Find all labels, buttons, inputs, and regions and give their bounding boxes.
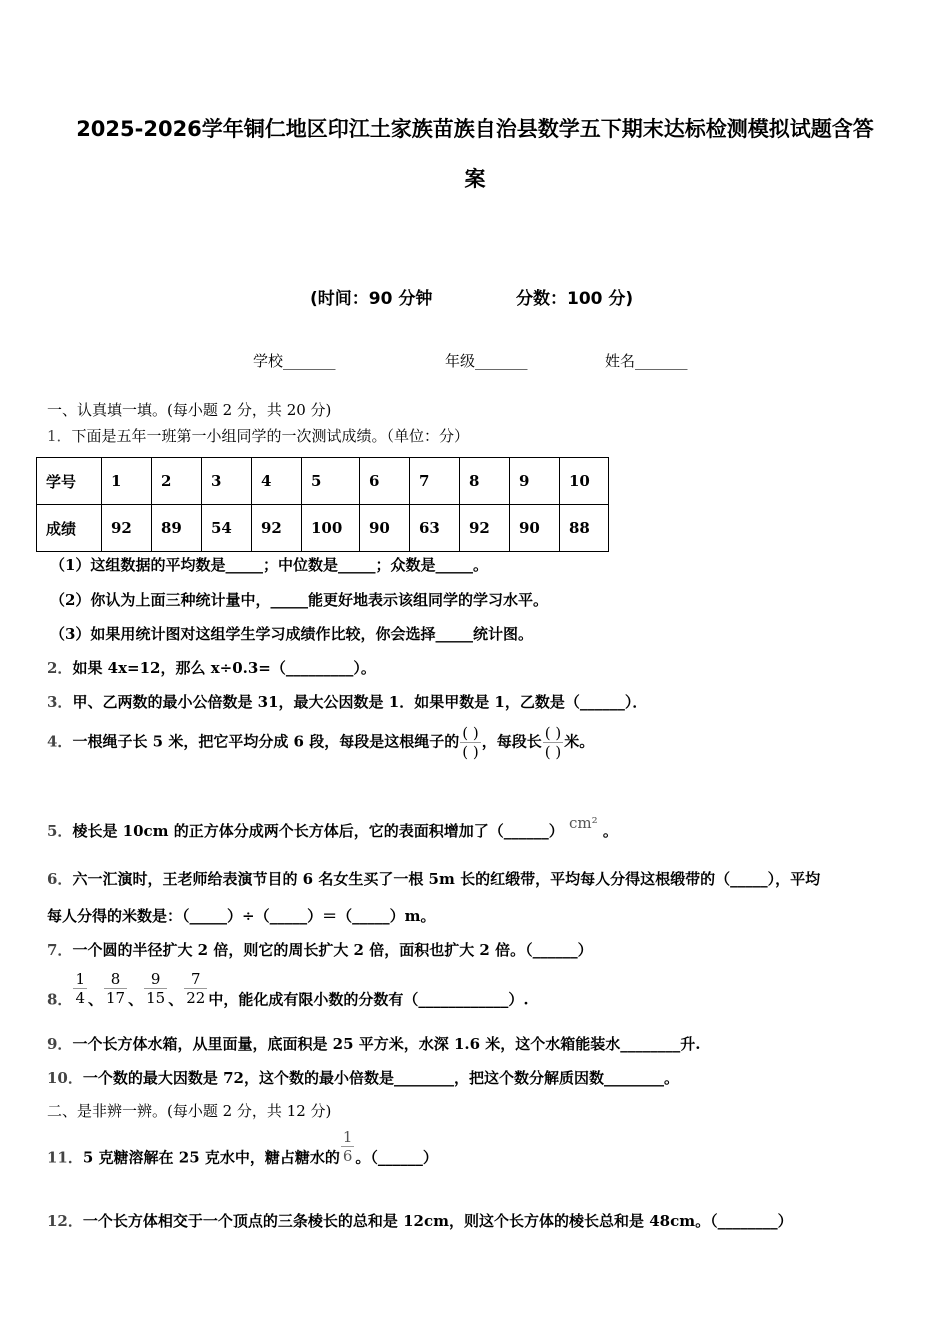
name-field: 姓名_______ [605, 352, 688, 370]
q-text: 一个圆的半径扩大 2 倍，则它的周长扩大 2 倍，面积也扩大 2 倍。（______） [72, 941, 593, 959]
q-text: 一个长方体水箱，从里面量，底面积是 25 平方米，水深 1.6 米，这个水箱能装水________升. [72, 1035, 701, 1053]
q-text: 米。 [564, 732, 595, 751]
q-number: 5． [47, 822, 73, 840]
q1-sub1: （1）这组数据的平均数是_____；中位数是_____；众数是_____。 [50, 556, 488, 574]
q-number: 4． [47, 732, 73, 751]
q-text: 下面是五年一班第一小组同学的一次测试成绩。（单位：分） [71, 427, 470, 445]
exam-time: (时间：90 分钟 [310, 289, 433, 309]
q-number: 1． [47, 427, 72, 445]
q-number: 9． [47, 1035, 73, 1053]
fraction [184, 970, 207, 1007]
fraction-blank [460, 724, 480, 761]
question-5 [47, 814, 618, 841]
question-10 [47, 1068, 679, 1088]
q-text: 一个数的最大因数是 72，这个数的最小倍数是________，把这个数分解质因数________。 [82, 1069, 679, 1087]
grade-field: 年级_______ [445, 352, 528, 370]
table-cell: 10 [560, 458, 609, 505]
table-cell: 54 [202, 505, 252, 552]
table-cell: 1 [102, 458, 152, 505]
table-row [37, 505, 609, 552]
table-cell: 6 [360, 458, 410, 505]
q-number: 8． [47, 990, 73, 1009]
table-cell: 92 [460, 505, 510, 552]
q1-sub3: （3）如果用统计图对这组学生学习成绩作比较，你会选择_____统计图。 [50, 625, 533, 643]
q-text: 中，能化成有限小数的分数有（____________）. [208, 990, 529, 1009]
q-text: 棱长是 10cm 的正方体分成两个长方体后，它的表面积增加了（______） [72, 822, 564, 840]
numerator: 1 [75, 970, 85, 988]
table-cell: 成绩 [37, 505, 102, 552]
denominator: 15 [146, 989, 166, 1007]
q-number: 12． [47, 1212, 83, 1230]
table-cell: 89 [152, 505, 202, 552]
denominator: 22 [186, 989, 206, 1007]
fraction [104, 970, 127, 1007]
q-number: 11． [47, 1148, 83, 1167]
fraction [73, 970, 87, 1007]
table-cell: 63 [410, 505, 460, 552]
section2-heading: 二、是非辨一辨。(每小题 2 分，共 12 分) [47, 1102, 332, 1120]
separator: 、 [128, 990, 144, 1009]
q-number: 2． [47, 659, 73, 677]
denominator-blank: ( ) [544, 743, 562, 761]
question-4 [47, 724, 594, 761]
question-8 [47, 970, 529, 1010]
denominator-blank: ( ) [462, 743, 479, 761]
table-cell: 3 [202, 458, 252, 505]
q-text: 。 [602, 822, 618, 840]
table-cell: 90 [510, 505, 560, 552]
question-1 [47, 426, 469, 446]
question-7 [47, 940, 593, 960]
separator: 、 [168, 990, 184, 1009]
q-text: 5 克糖溶解在 25 克水中，糖占糖水的 [82, 1148, 340, 1167]
table-cell: 7 [410, 458, 460, 505]
q1-sub2: （2）你认为上面三种统计量中，_____能更好地表示该组同学的学习水平。 [50, 591, 548, 609]
table-cell: 2 [152, 458, 202, 505]
denominator: 6 [342, 1147, 353, 1165]
separator: 、 [87, 990, 103, 1009]
denominator: 4 [75, 989, 85, 1007]
numerator: 8 [104, 970, 127, 989]
question-3 [47, 692, 647, 712]
q-text: 。（______） [355, 1148, 438, 1167]
section1-heading: 一、认真填一填。(每小题 2 分，共 20 分) [47, 401, 332, 419]
table-cell: 9 [510, 458, 560, 505]
question-11 [47, 1128, 438, 1168]
fraction [341, 1128, 355, 1165]
question-6 [47, 869, 820, 889]
title-line2: 案 [464, 167, 486, 191]
table-row [37, 458, 609, 505]
unit-cm2: cm² [569, 814, 598, 832]
q-number: 3． [47, 693, 73, 711]
q-text: 六一汇演时，王老师给表演节目的 6 名女生买了一根 5m 长的红缎带，平均每人分得这根缎带的（_____），平均 [72, 870, 821, 888]
q-number: 10． [47, 1069, 83, 1087]
fraction-blank [543, 724, 563, 761]
q-text: 甲、乙两数的最小公倍数是 31，最大公因数是 1．如果甲数是 1，乙数是（______）． [72, 693, 648, 711]
numerator: 9 [144, 970, 167, 989]
score-table [36, 457, 609, 552]
q-number: 7． [47, 941, 73, 959]
table-cell: 92 [102, 505, 152, 552]
q-text: 如果 4x=12，那么 x÷0.3=（_________）。 [72, 659, 376, 677]
q-text: 一个长方体相交于一个顶点的三条棱长的总和是 12cm，则这个长方体的棱长总和是 48cm。（________） [82, 1212, 793, 1230]
q-text: ，每段长 [481, 732, 542, 751]
numerator-blank: ( ) [462, 724, 479, 742]
fraction [144, 970, 167, 1007]
q-number: 6． [47, 870, 73, 888]
q-text: 一根绳子长 5 米，把它平均分成 6 段，每段是这根绳子的 [72, 732, 460, 751]
numerator-blank: ( ) [544, 724, 562, 742]
numerator: 1 [342, 1128, 353, 1146]
table-cell: 92 [252, 505, 302, 552]
question-2 [47, 658, 376, 678]
question-9 [47, 1034, 701, 1054]
school-field: 学校_______ [253, 352, 336, 370]
question-6-cont: 每人分得的米数是：（_____）÷（_____）＝（_____）m。 [47, 907, 436, 925]
table-cell: 90 [360, 505, 410, 552]
table-cell: 4 [252, 458, 302, 505]
table-cell: 学号 [37, 458, 102, 505]
exam-score: 分数：100 分) [516, 289, 634, 309]
numerator: 7 [184, 970, 207, 989]
title-line1: 2025-2026学年铜仁地区印江土家族苗族自治县数学五下期末达标检测模拟试题含答 [76, 117, 874, 141]
table-cell: 100 [302, 505, 360, 552]
table-cell: 5 [302, 458, 360, 505]
denominator: 17 [106, 989, 126, 1007]
table-cell: 88 [560, 505, 609, 552]
question-12 [47, 1211, 793, 1231]
table-cell: 8 [460, 458, 510, 505]
